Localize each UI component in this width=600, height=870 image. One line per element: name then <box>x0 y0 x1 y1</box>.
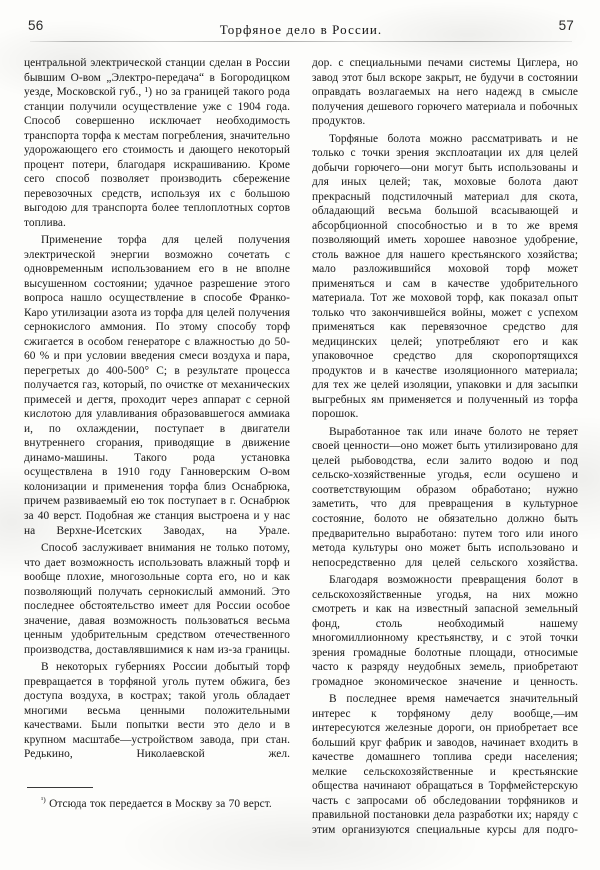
paragraph: Выработанное так или иначе болото не теряет своей ценности—оно может быть утилизировано для целей рыбоводства, если залито водою и под сельско-хозяйственные угодья, если осушено и соответствующим образом обработано; нужно заметить, что для превращения в культурное состояние, болото не обязательно должно быть предварительно выработано: путем того или иного метода культуры оно может быть использовано и непосредственно для целей сельского хозяйства. <box>312 425 578 569</box>
paragraph: Применение торфа для целей получения электрической энергии возможно сочетать с одновременным использованием его в не вполне высушенном состоянии; удачное разрешение этого вопроса нашло осуществление в способе Франко-Каро утилизации азота из торфа для целей получения сернокислого аммония. По этому способу торф сжигается в особом генераторе с влажностью до 50-60 % и при условии введения смеси воздуха и пара, перегретых до 400-500° С; в результате процесса получается газ, который, по очистке от механических примесей и дегтя, проходит через аппарат с серной кислотою для улавливания образовавшегося аммиака и, по охлаждении, поступает в двигатели внутреннего сгорания, приводящие в движение динамо-машины. Такого рода установка осуществлена в 1910 году Ганноверским О-вом колонизации и применения торфа близ Оснабрюка, причем развиваемый ею ток поступает в г. Оснабрюк за 40 верст. Подобная же станция выстроена и у нас на Верхне-Исетских Заводах, на Урале. <box>24 234 290 537</box>
running-title: Торфяное дело в России. <box>219 22 383 37</box>
footnote-zone <box>24 787 297 812</box>
paragraph: Благодаря возможности превращения болот в сельскохозяйственные угодья, на них можно смотреть и как на известный запасной земельный фонд, столь необходимый нашему многомиллионному крестьянству, и с этой точки зрения громадные болотные площади, относимые часто к разряду неудобных земель, приобретают громадное экономическое значение и ценность. <box>312 574 578 688</box>
folio-right: 57 <box>558 18 574 33</box>
footnote-marker: ¹) <box>41 795 46 805</box>
paragraph: Способ заслуживает внимания не только потому, что дает возможность использовать влажный торф и вообще плохие, многозольные сорта его, но и как позволяющий получать сернокислый аммоний. Это последнее обстоятельство имеет для России особое значение, давая возможность пользоваться весьма ценным удобрительным средством отечественного производства, доставлявшимися к нам из-за границы. <box>24 542 290 656</box>
paragraph: Торфяные болота можно рассматривать и не только с точки зрения эксплоатации их для целей добычи горючего—они могут быть использованы и для иных целей; так, моховые болота дают прекрасный подстилочный материал для скота, обладающий весьма большой всасывающей и абсорбционной способностью и в то же время позволяющий иметь хорошее навозное удобрение, столь важное для нашего крестьянского хозяйства; мало разложившийся моховой торф может применяться и сам в качестве удобрительного материала. Тот же моховой торф, как показал опыт только что закончившейся войны, может с успехом применяться как перевязочное средство для медицинских целей; употребляют его и как упаковочное средство для скоропортящихся продуктов и в качестве изоляционного материала; для тех же целей изоляции, упаковки и для засыпки выгребных ям применяется и полученный из торфа порошок. <box>312 132 578 421</box>
paragraph: центральной электрической станции сделан в России бывшим О-вом „Электро-передача“ в Богородицком уезде, Московской губ., ¹) но за границей такого рода станции получили осуществление уже с 1904 года. Способ совершенно исключает необходимость транспорта торфа к местам погребления, значительно удорожающего его стоимость и дающего некоторый процент потери, благодаря искрашиванию. Кроме сего способ позволяет производить сбережение перевозочных средств, используя их с большою выгодою для транспорта более теплоплотных сортов топлива. <box>24 57 290 229</box>
footnote <box>24 797 297 812</box>
running-head <box>28 18 574 38</box>
paragraph: В некоторых губерниях России добытый торф превращается в торфяной уголь путем обжига, без доступа воздуха, в кострах; такой уголь обладает многими весьма ценными положительными качествами. Были попытки вести это дело и в крупном масштабе—устройством завода, при стан. Редькино, Николаевской жел. <box>24 661 290 761</box>
body-columns <box>24 56 578 856</box>
footnote-separator <box>27 787 93 789</box>
paragraph: В последнее время намечается значительный интерес к торфяному делу вообще,—им интересуются железные дороги, он приобретает все больший круг фабрик и заводов, начинает входить в качестве домашнего топлива среди населения; мелкие сельскохозяйственные и крестьянские общества начинают обращаться в Торфмейстерскую часть с запросами об обследовании торфяников и правильной постановки дела разработки их; наряду с этим организуются специальные курсы для подго- <box>312 693 578 836</box>
header-rule <box>30 41 572 42</box>
footnote-text: Отсюда ток передается в Москву за 70 верст. <box>49 798 272 811</box>
column-left <box>24 56 290 856</box>
paragraph: дор. с специальными печами системы Циглера, но завод этот был вскоре закрыт, не будучи в состоянии оправдать возлагаемых на него надежд в смысле получения дешевого горючего материала и побочных продуктов. <box>312 57 578 128</box>
column-right <box>312 56 578 856</box>
folio-left: 56 <box>28 18 44 33</box>
